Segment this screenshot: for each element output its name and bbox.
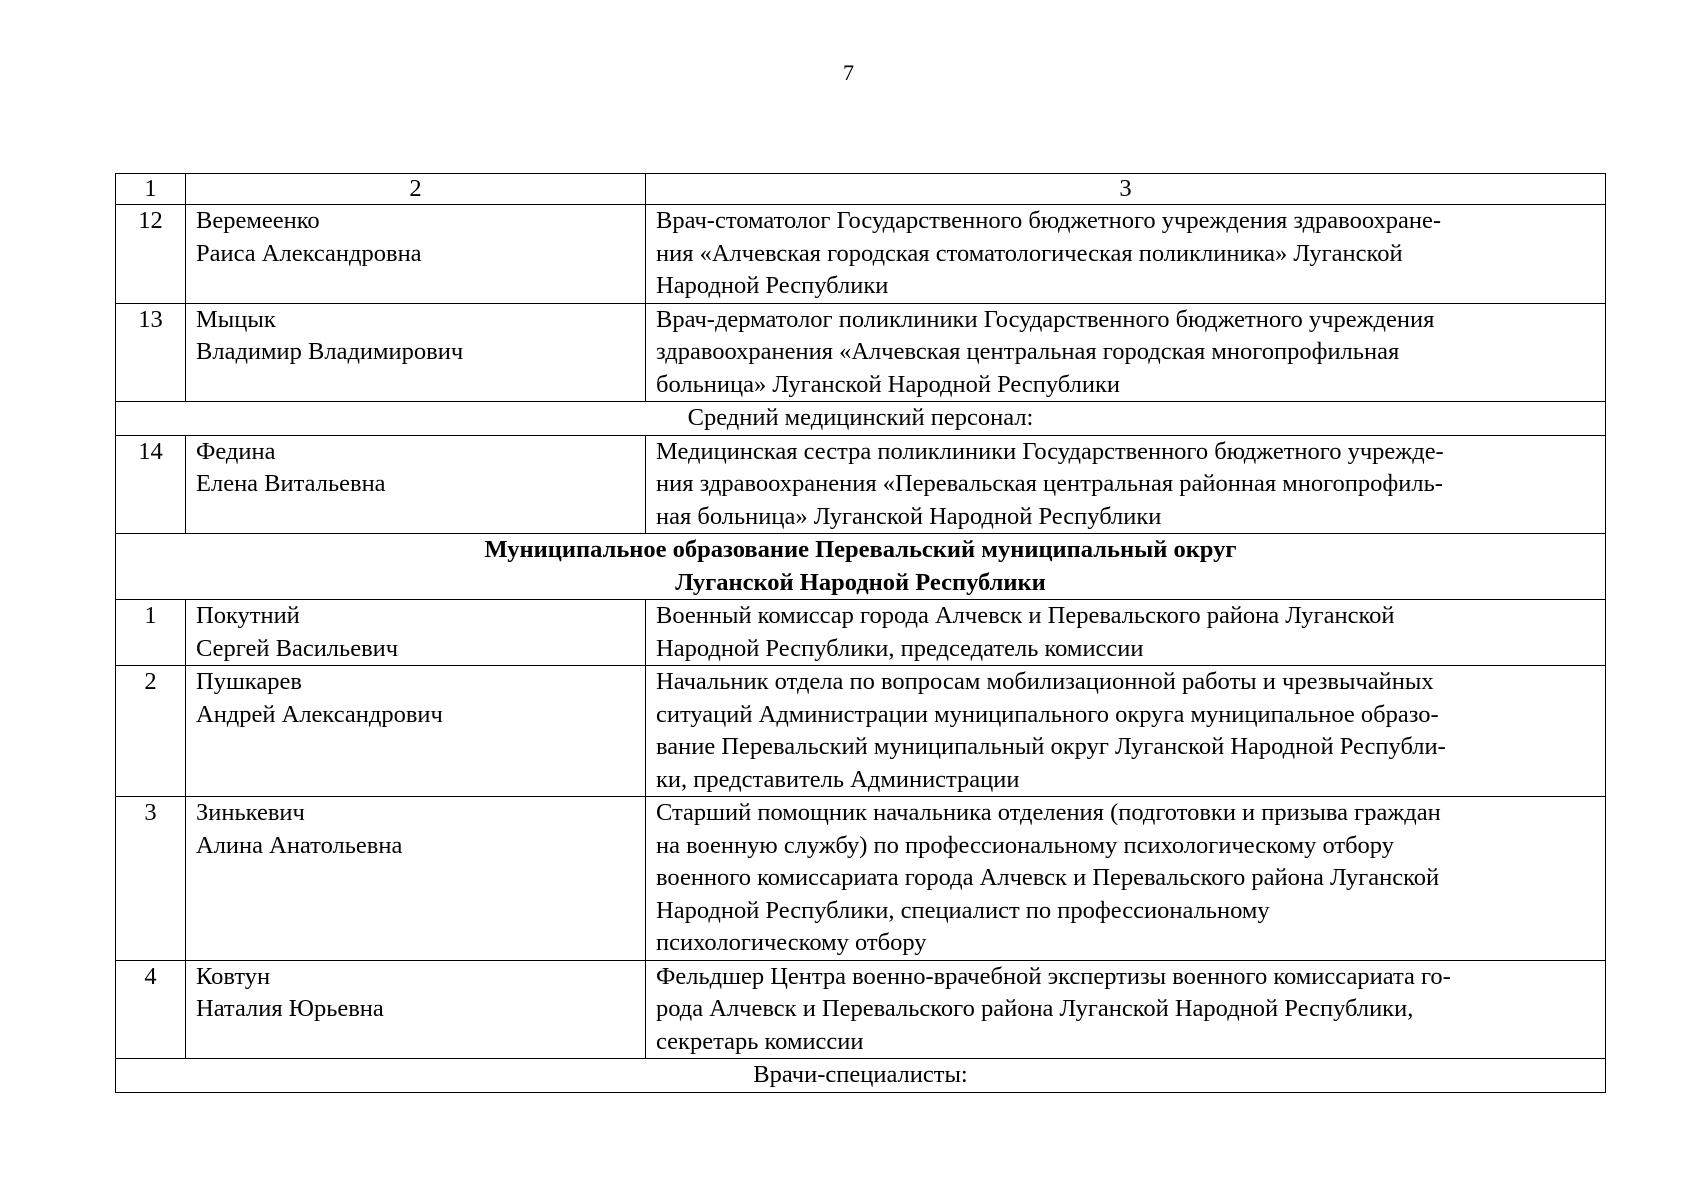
position-description xyxy=(646,797,1606,961)
description-line: Народной Республики, председатель комиссии xyxy=(656,634,1144,662)
description-line: Военный комиссар города Алчевск и Перевальского района Луганской xyxy=(656,602,1395,629)
table-row xyxy=(116,600,1606,666)
position-description xyxy=(646,666,1606,797)
description-line: рода Алчевск и Перевальского района Луганской Народной Республики, xyxy=(656,995,1414,1022)
header-cell-3: 3 xyxy=(646,174,1606,205)
name-line: Покутний xyxy=(196,602,300,629)
header-cell-2: 2 xyxy=(186,174,646,205)
name-line: Федина xyxy=(196,437,276,465)
person-name xyxy=(186,797,646,961)
section-subheading: Врачи-специалисты: xyxy=(116,1059,1606,1093)
table-row xyxy=(116,303,1606,402)
description-line: Старший помощник начальника отделения (подготовки и призыва граждан xyxy=(656,799,1441,826)
description-line: ния «Алчевская городская стоматологическая поликлиника» Луганской xyxy=(656,239,1403,267)
row-number: 2 xyxy=(116,666,186,797)
description-line: секретарь комиссии xyxy=(656,1027,864,1055)
description-line: Врач-стоматолог Государственного бюджетного учреждения здравоохране- xyxy=(656,207,1441,234)
row-number: 13 xyxy=(116,303,186,402)
position-description xyxy=(646,205,1606,304)
position-description xyxy=(646,600,1606,666)
position-description xyxy=(646,303,1606,402)
description-line: Народной Республики xyxy=(656,272,889,299)
table-row xyxy=(116,797,1606,961)
row-number: 4 xyxy=(116,960,186,1059)
description-line: вание Перевальский муниципальный округ Луганской Народной Республи- xyxy=(656,733,1446,760)
description-line: ная больница» Луганской Народной Республики xyxy=(656,502,1162,530)
person-name xyxy=(186,960,646,1059)
name-line: Сергей Васильевич xyxy=(196,634,399,662)
description-line: Медицинская сестра поликлиники Государственного бюджетного учрежде- xyxy=(656,437,1444,465)
table-row xyxy=(116,666,1606,797)
heading-line: Муниципальное образование Перевальский муниципальный округ xyxy=(484,536,1237,563)
description-line: ки, представитель Администрации xyxy=(656,765,1020,793)
person-name xyxy=(186,205,646,304)
position-description xyxy=(646,960,1606,1059)
header-row xyxy=(116,174,1606,205)
name-line: Наталия Юрьевна xyxy=(196,995,384,1022)
table-row xyxy=(116,205,1606,304)
name-line: Пушкарев xyxy=(196,668,302,695)
section-subheading: Средний медицинский персонал: xyxy=(116,402,1606,436)
description-line: Народной Республики, специалист по профессиональному xyxy=(656,896,1270,924)
name-line: Мыцык xyxy=(196,305,276,333)
row-number: 1 xyxy=(116,600,186,666)
description-line: на военную службу) по профессиональному психологическому отбору xyxy=(656,831,1394,859)
row-number: 12 xyxy=(116,205,186,304)
commission-table xyxy=(115,173,1606,1093)
person-name xyxy=(186,435,646,534)
page-number: 7 xyxy=(843,60,854,85)
header-cell-1: 1 xyxy=(116,174,186,205)
name-line: Алина Анатольевна xyxy=(196,831,403,859)
section-subheading-row xyxy=(116,1059,1606,1093)
name-line: Веремеенко xyxy=(196,207,320,234)
description-line: военного комиссариата города Алчевск и Перевальского района Луганской xyxy=(656,864,1440,891)
description-line: ситуаций Администрации муниципального округа муниципальное образо- xyxy=(656,700,1439,728)
person-name xyxy=(186,303,646,402)
description-line: здравоохранения «Алчевская центральная городская многопрофильная xyxy=(656,338,1400,365)
name-line: Раиса Александровна xyxy=(196,239,422,267)
table-row xyxy=(116,960,1606,1059)
description-line: ния здравоохранения «Перевальская центральная районная многопрофиль- xyxy=(656,470,1443,497)
section-heading xyxy=(116,534,1606,600)
section-subheading-row xyxy=(116,402,1606,436)
name-line: Елена Витальевна xyxy=(196,470,386,497)
name-line: Владимир Владимирович xyxy=(196,338,464,365)
description-line: Врач-дерматолог поликлиники Государственного бюджетного учреждения xyxy=(656,305,1435,333)
row-number: 14 xyxy=(116,435,186,534)
heading-line: Луганской Народной Республики xyxy=(675,568,1046,596)
name-line: Андрей Александрович xyxy=(196,700,443,728)
description-line: Начальник отдела по вопросам мобилизационной работы и чрезвычайных xyxy=(656,668,1434,695)
person-name xyxy=(186,666,646,797)
description-line: психологическому отбору xyxy=(656,929,927,956)
name-line: Ковтун xyxy=(196,962,271,990)
person-name xyxy=(186,600,646,666)
section-heading-row xyxy=(116,534,1606,600)
description-line: больница» Луганской Народной Республики xyxy=(656,370,1121,398)
name-line: Зинькевич xyxy=(196,799,305,826)
table-row xyxy=(116,435,1606,534)
row-number: 3 xyxy=(116,797,186,961)
description-line: Фельдшер Центра военно-врачебной экспертизы военного комиссариата го- xyxy=(656,962,1451,990)
position-description xyxy=(646,435,1606,534)
